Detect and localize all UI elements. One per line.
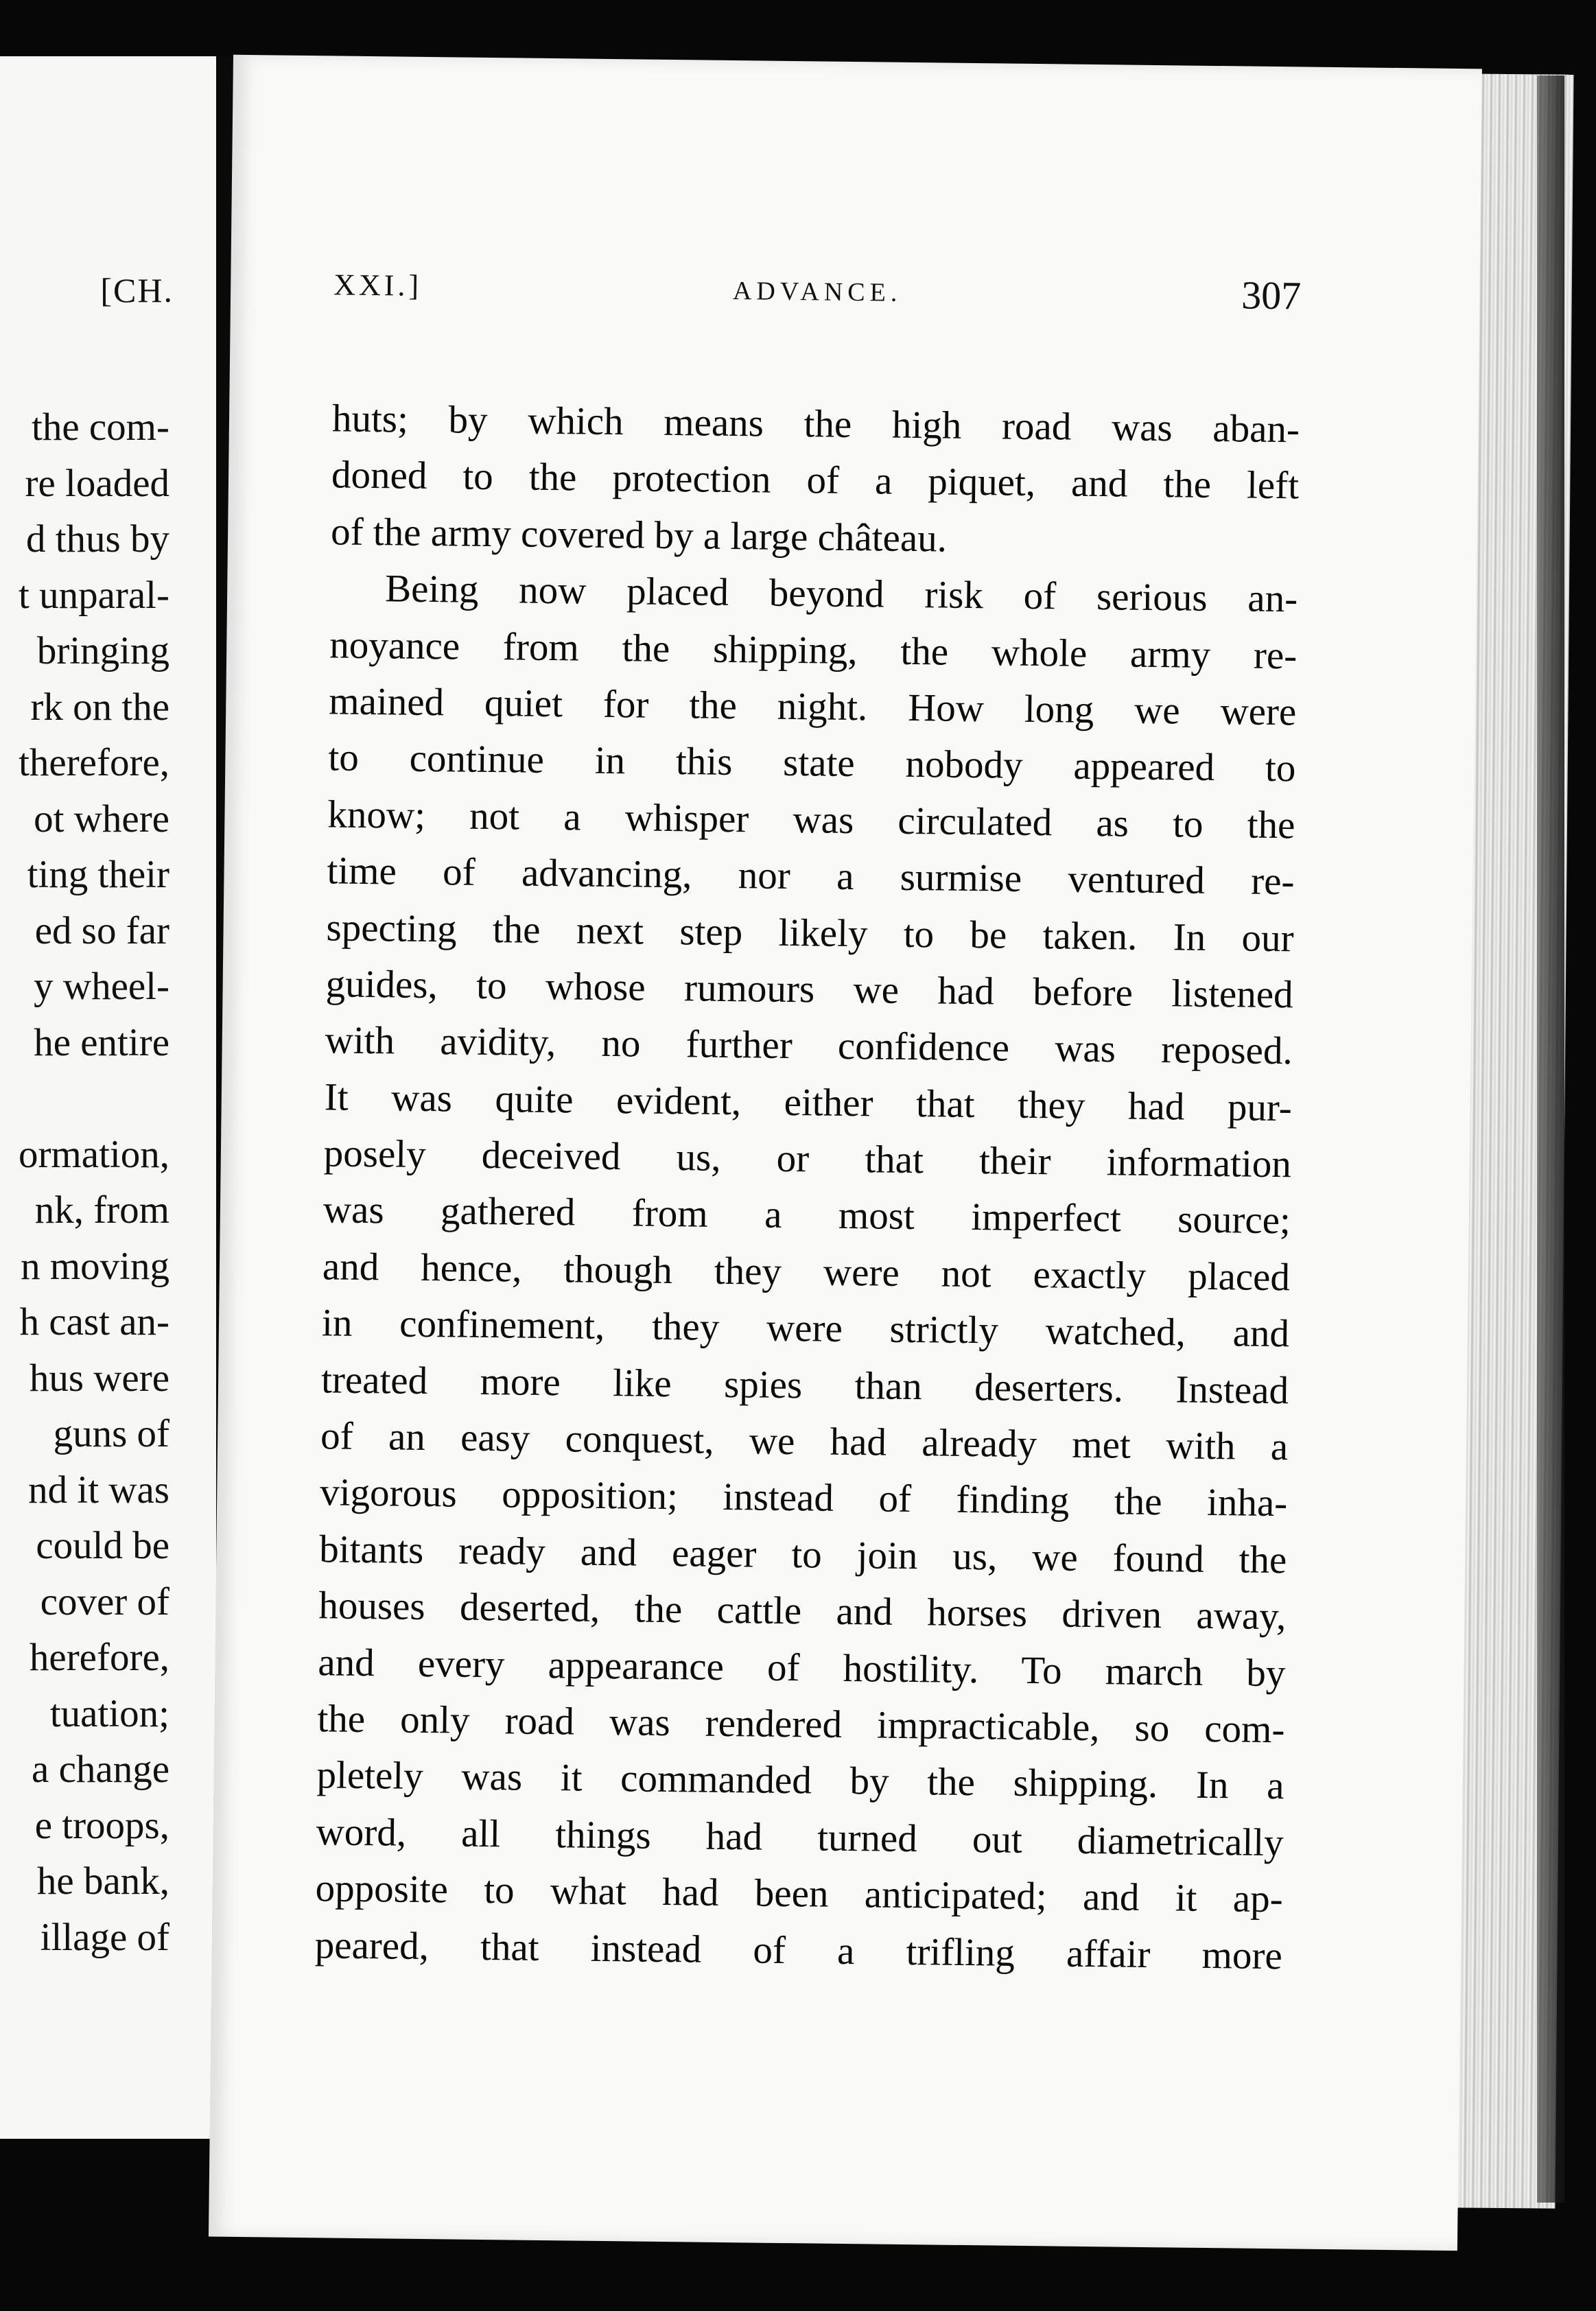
text-line: treated more like spies than deserters. Instead — [320, 1357, 1289, 1412]
facing-page-line: the com- — [31, 406, 169, 449]
text-line: noyance from the shipping, the whole army re- — [329, 622, 1298, 677]
text-line: opposite to what had been anticipated; and it ap- — [315, 1866, 1284, 1921]
text-line: Being now placed beyond risk of serious an- — [384, 567, 1298, 621]
facing-page-line: he entire — [34, 1020, 169, 1064]
facing-page-line: guns of — [53, 1412, 169, 1455]
facing-page-line — [0, 1070, 169, 1127]
text-line: doned to the protection of a piquet, and the left — [331, 453, 1300, 508]
text-line: guides, to whose rumours we had before listened — [325, 962, 1293, 1017]
facing-page-line: ot where — [34, 797, 169, 841]
facing-page-line: e troops, — [34, 1803, 169, 1847]
facing-page-line: bringing — [36, 629, 169, 672]
facing-page-line: a change — [32, 1748, 169, 1791]
text-line: in confinement, they were strictly watched, and — [321, 1301, 1290, 1356]
facing-page-line: ormation, — [18, 1132, 169, 1176]
text-line: of the army covered by a large château. — [330, 510, 948, 561]
text-line: houses deserted, the cattle and horses driven away, — [318, 1584, 1287, 1639]
text-line: posely deceived us, or that their information — [323, 1131, 1292, 1186]
facing-page-line: d thus by — [25, 517, 169, 561]
text-line: and hence, though they were not exactly placed — [322, 1245, 1291, 1300]
text-line: time of advancing, nor a surmise ventured re- — [327, 849, 1295, 904]
text-line: huts; by which means the high road was aban- — [331, 397, 1300, 451]
text-line: word, all things had turned out diametrically — [316, 1810, 1284, 1865]
page-edge-shadow — [1537, 75, 1564, 2203]
facing-page-line: n moving — [21, 1244, 169, 1288]
facing-page-line: cover of — [40, 1580, 169, 1623]
text-line: the only road was rendered impracticable, so com- — [317, 1697, 1285, 1752]
facing-page-line: nk, from — [34, 1188, 169, 1232]
facing-page-line: ed so far — [34, 908, 169, 952]
text-line: vigorous opposition; instead of finding the inha- — [319, 1470, 1288, 1525]
facing-page-line: herefore, — [29, 1636, 169, 1679]
facing-page-line: tuation; — [49, 1691, 169, 1735]
facing-page-line: illage of — [40, 1915, 169, 1959]
text-line: bitants ready and eager to join us, we found the — [318, 1527, 1287, 1582]
text-line: peared, that instead of a trifling affair more — [314, 1923, 1283, 1978]
text-line: mained quiet for the night. How long we were — [329, 679, 1297, 734]
facing-page-line: rk on the — [30, 685, 169, 729]
facing-page-text — [0, 399, 169, 1965]
facing-page-line: t unparal- — [19, 573, 169, 617]
facing-page-line: hus were — [29, 1356, 169, 1400]
facing-page-running-head: [CH. — [100, 271, 174, 309]
page-number: 307 — [1241, 272, 1302, 318]
facing-page-line: re loaded — [25, 461, 169, 505]
text-line: specting the next step likely to be taken. In our — [326, 905, 1294, 960]
facing-page-line: y wheel- — [34, 965, 169, 1008]
body-text — [314, 390, 1300, 1984]
facing-page-line: nd it was — [28, 1468, 169, 1512]
main-page — [209, 55, 1482, 2251]
running-head — [333, 261, 1302, 327]
facing-page-line: h cast an- — [19, 1300, 169, 1344]
text-line: pletely was it commanded by the shipping. In a — [316, 1753, 1284, 1808]
text-line: with avidity, no further confidence was reposed. — [325, 1018, 1293, 1073]
facing-page-line: could be — [36, 1524, 169, 1567]
chapter-number: XXI.] — [333, 268, 423, 303]
text-line: know; not a whisper was circulated as to the — [327, 793, 1295, 847]
facing-page-line: therefore, — [19, 741, 169, 784]
text-line: and every appearance of hostility. To march by — [318, 1640, 1286, 1695]
text-line: of an easy conquest, we had already met with a — [320, 1414, 1289, 1469]
text-line: It was quite evident, either that they had pur- — [324, 1075, 1293, 1130]
facing-page-line: he bank, — [36, 1860, 169, 1903]
running-title: ADVANCE. — [732, 277, 902, 307]
text-line: to continue in this state nobody appeared to — [328, 736, 1296, 790]
text-line: was gathered from a most imperfect source; — [322, 1188, 1291, 1243]
facing-page — [0, 56, 216, 2139]
facing-page-line: ting their — [27, 853, 169, 896]
